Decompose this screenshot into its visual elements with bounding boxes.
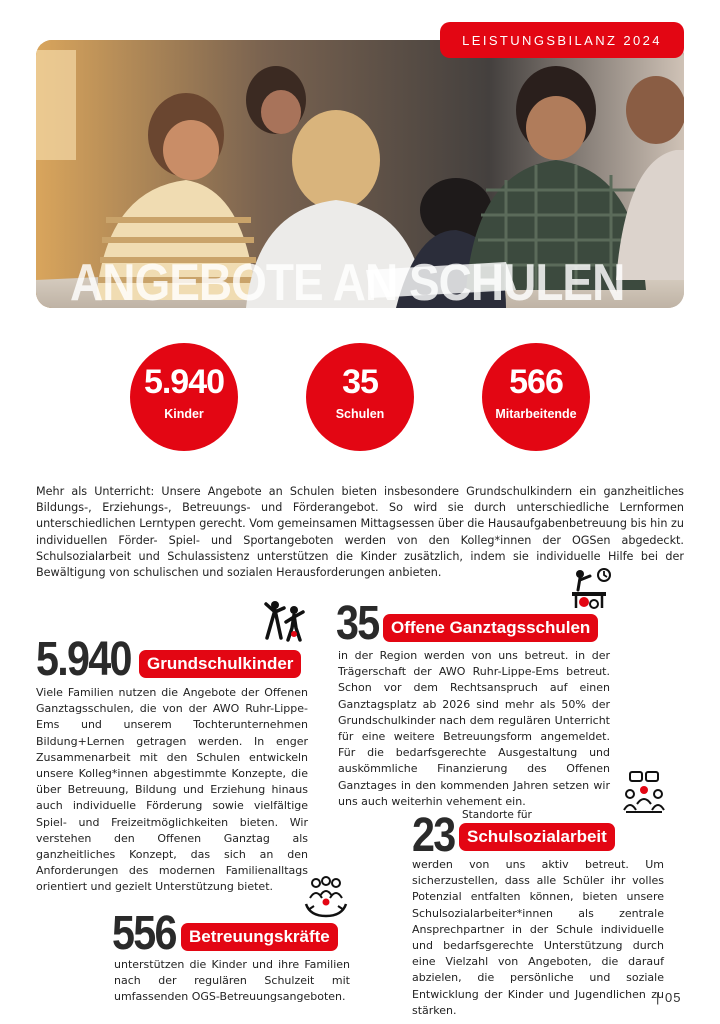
stat-label: Schulen <box>335 407 385 421</box>
children-playing-icon <box>262 598 308 644</box>
stat-employees <box>482 343 590 451</box>
hero-title: ANGEBOTE AN SCHULEN <box>70 253 625 308</box>
ganztagsschulen-text: in der Region werden von uns betreut. in der Trägerschaft der AWO Ruhr-Lippe-Ems betreut. Schon vor dem Rechtsanspruch auf einen Ganztagsplatz ab 2026 sind mehr als 50% der Grundschulkinder nach dem regulären Unterricht für eine weitere Betreuungsform angemeldet. Für die bedarfsgerechte Ausgestaltung und auskömmliche Finanzierung des Offenen Ganztages in den kommenden Jahren setzen wir uns auch weiterhin vehement ein. <box>338 649 610 808</box>
grundschulkinder-text: Viele Familien nutzen die Angebote der Offenen Ganztagsschulen, die von der AWO Ruhr-Lippe-Ems und unserem Tochterunternehmen Bildung+Lernen getragen werden. In enger Zusammenarbeit mit den Schulen entwickeln unsere Kolleg*innen abgestimmte Konzepte, die über Betreuung, Bildung und Erziehung hinaus auch individuelle Förderung sowie vielfältige Spiel- und Freizeitmöglichkeiten bieten. Wir verstehen den Offenen Ganztag als ganzheitliches Konzept, das sich an den Anforderungen des modernen Familienalltags orientiert und gezielt Unterstützung bietet. <box>36 686 308 894</box>
schulsozialarbeit-number: 23 <box>412 809 455 862</box>
betreuungskraefte-text: unterstützen die Kinder und ihre Familien nach der regulären Schulzeit mit umfassenden OGS-Betreuungsangeboten. <box>114 958 350 1004</box>
teacher-desk-icon <box>568 566 612 612</box>
header-badge: LEISTUNGSBILANZ 2024 <box>440 22 684 58</box>
page-number: | 05 <box>656 990 682 1005</box>
grundschulkinder-number: 5.940 <box>36 633 131 686</box>
intro-paragraph: Mehr als Unterricht: Unsere Angebote an Schulen bieten insbesondere Grundschulkindern ein ganzheitliches Bildungs-, Erziehungs-, Betreuungs- und Förderangebot. So wird sie durch unterschiedliche Lernformen unterschiedlichen Lerntypen gerecht. Vom gemeinsamen Mittagsessen über die Hausaufgabenbetreuung bis hin zu individuellen Förder- Spiel- und Sportangeboten werden von den Kolleg*innen der OGSen abgedeckt. Schulsozialarbeit und Schulassistenz unterstützen die Kinder zusätzlich, indem sie individuelle Hilfe bei der Bewältigung von schulischen und sozialen Herausforderungen anbieten. <box>36 485 684 580</box>
stat-value: 566 <box>509 363 563 401</box>
grundschulkinder-title: Grundschulkinder <box>139 650 301 678</box>
stat-children <box>130 343 238 451</box>
stat-value: 35 <box>342 363 378 401</box>
group-conversation-icon <box>620 770 668 818</box>
stat-label: Kinder <box>164 407 204 421</box>
hero-image <box>36 40 684 308</box>
ganztagsschulen-number: 35 <box>336 597 379 650</box>
stat-value: 5.940 <box>143 363 225 401</box>
schulsozialarbeit-pre-label: Standorte für <box>462 809 532 821</box>
stat-schools <box>306 343 414 451</box>
schulsozialarbeit-title: Schulsozialarbeit <box>459 823 615 851</box>
betreuungskraefte-title: Betreuungskräfte <box>181 923 338 951</box>
team-hands-icon <box>304 876 348 920</box>
ganztagsschulen-title: Offene Ganztagsschulen <box>383 614 598 642</box>
betreuungskraefte-number: 556 <box>112 907 176 960</box>
stat-label: Mitarbeitende <box>495 407 577 421</box>
schulsozialarbeit-text: werden von uns aktiv betreut. Um sicherzustellen, dass alle Schüler ihr volles Potenzial entfalten können, bieten unsere Schulsozialarbeiter*innen als zentrale Ansprechpartner in der Schule individuelle und bedarfsgerechte Unterstützung durch eine Vielzahl von Angeboten, die darauf abzielen, die persönliche und soziale Entwicklung der Kinder und Jugendlichen zu stärken. <box>412 858 664 1017</box>
